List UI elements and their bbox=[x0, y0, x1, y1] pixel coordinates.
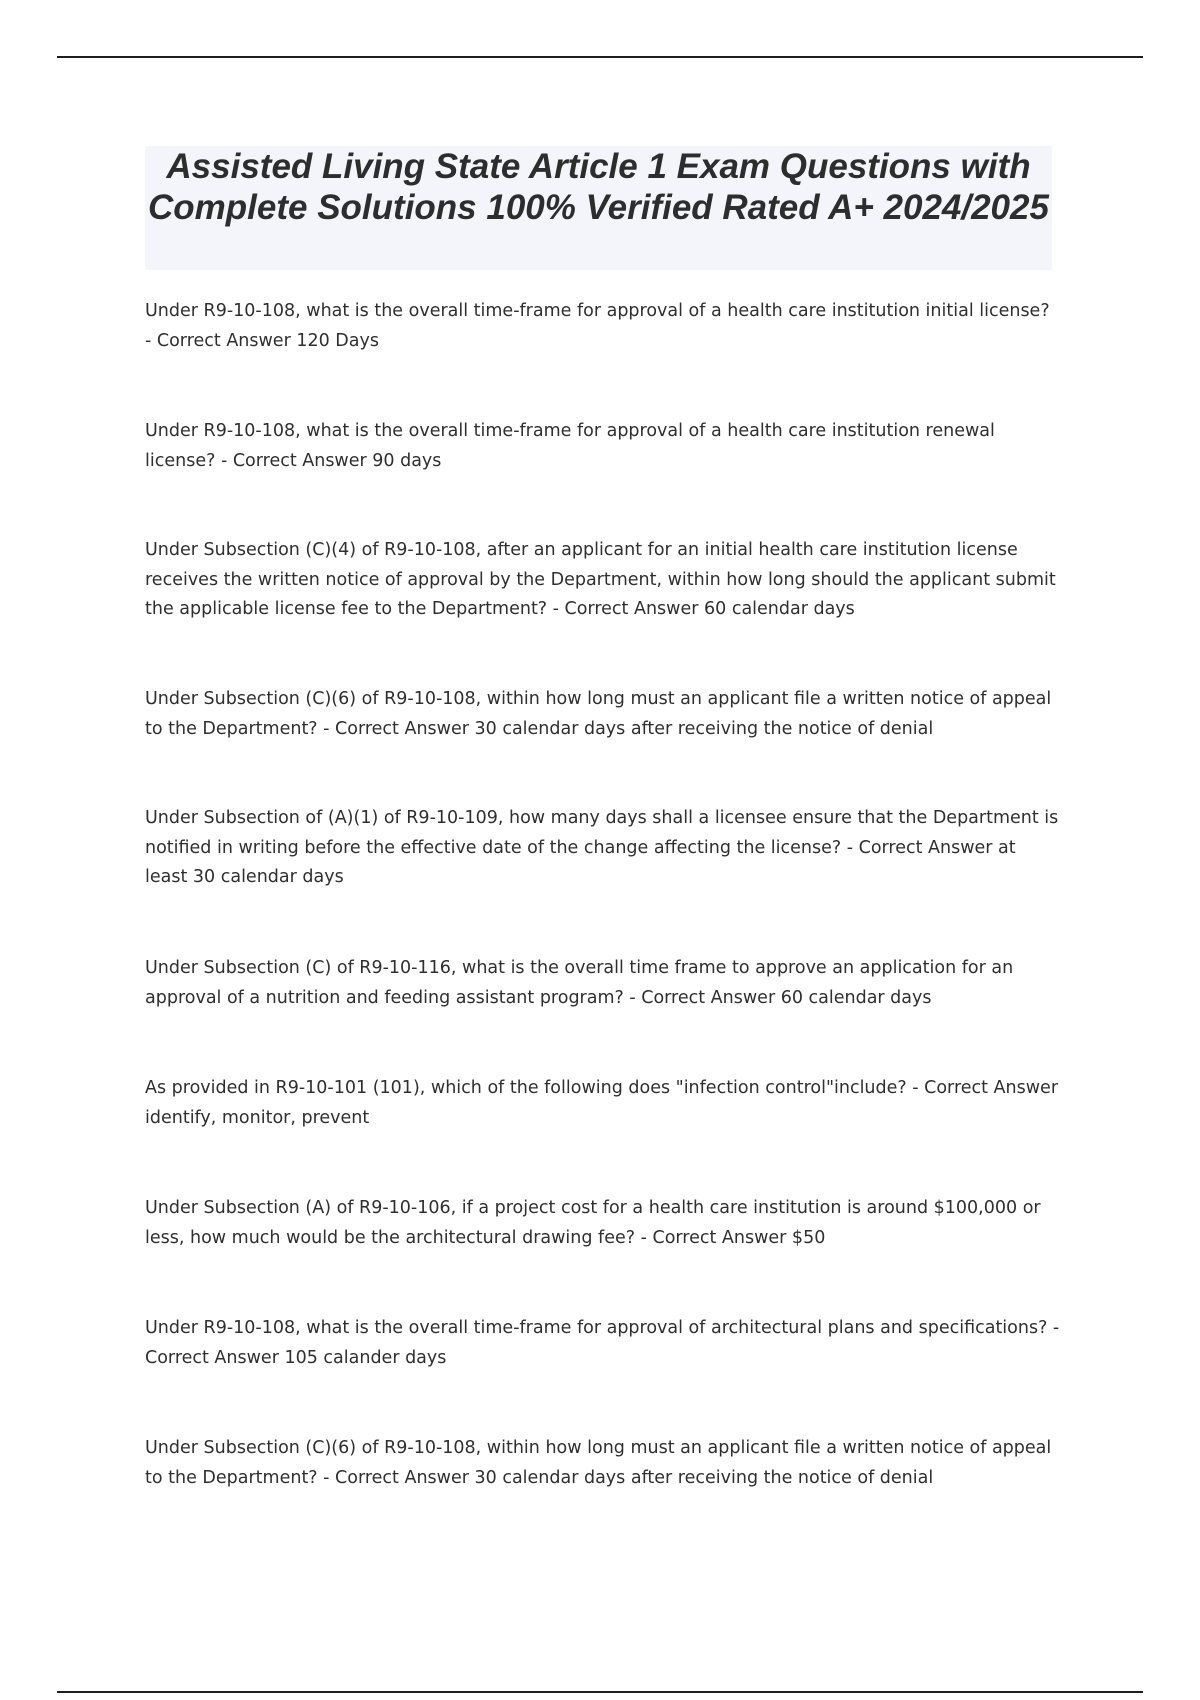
top-rule bbox=[57, 56, 1143, 58]
qa-item-3: Under Subsection (C)(4) of R9-10-108, after an applicant for an initial health care institution license receives the written notice of approval by the Department, within how long should the applicant submit the applicable license fee to the Department? - Correct Answer 60 calendar days bbox=[145, 540, 1056, 619]
bottom-rule bbox=[57, 1691, 1143, 1693]
qa-item-6: Under Subsection (C) of R9-10-116, what is the overall time frame to approve an application for an approval of a nutrition and feeding assistant program? - Correct Answer 60 calendar days bbox=[145, 958, 1014, 1008]
qa-item-9: Under R9-10-108, what is the overall time-frame for approval of architectural plans and specifications? - Correct Answer 105 calander days bbox=[145, 1318, 1060, 1368]
qa-item-1: Under R9-10-108, what is the overall time-frame for approval of a health care institution initial license? - Correct Answer 120 Days bbox=[145, 301, 1050, 351]
qa-item-8: Under Subsection (A) of R9-10-106, if a project cost for a health care institution is around $100,000 or less, how much would be the architectural drawing fee? - Correct Answer $50 bbox=[145, 1198, 1041, 1248]
qa-item-2: Under R9-10-108, what is the overall time-frame for approval of a health care institution renewal license? - Correct Answer 90 days bbox=[145, 421, 995, 471]
qa-item-7: As provided in R9-10-101 (101), which of the following does "infection control"include? - Correct Answer identify, monitor, prevent bbox=[145, 1078, 1059, 1128]
qa-item-5: Under Subsection of (A)(1) of R9-10-109, how many days shall a licensee ensure that the Department is notified in writing before the effective date of the change affecting the license? - Correct Answer at least 30 calendar days bbox=[145, 808, 1059, 887]
qa-item-10: Under Subsection (C)(6) of R9-10-108, within how long must an applicant file a written notice of appeal to the Department? - Correct Answer 30 calendar days after receiving the notice of denial bbox=[145, 1438, 1052, 1488]
qa-item-4: Under Subsection (C)(6) of R9-10-108, within how long must an applicant file a written notice of appeal to the Department? - Correct Answer 30 calendar days after receiving the notice of denial bbox=[145, 689, 1052, 739]
title-banner bbox=[145, 146, 1052, 270]
document-title: Assisted Living State Article 1 Exam Questions with Complete Solutions 100% Verified Rated A+ 2024/2025 bbox=[148, 147, 1049, 227]
